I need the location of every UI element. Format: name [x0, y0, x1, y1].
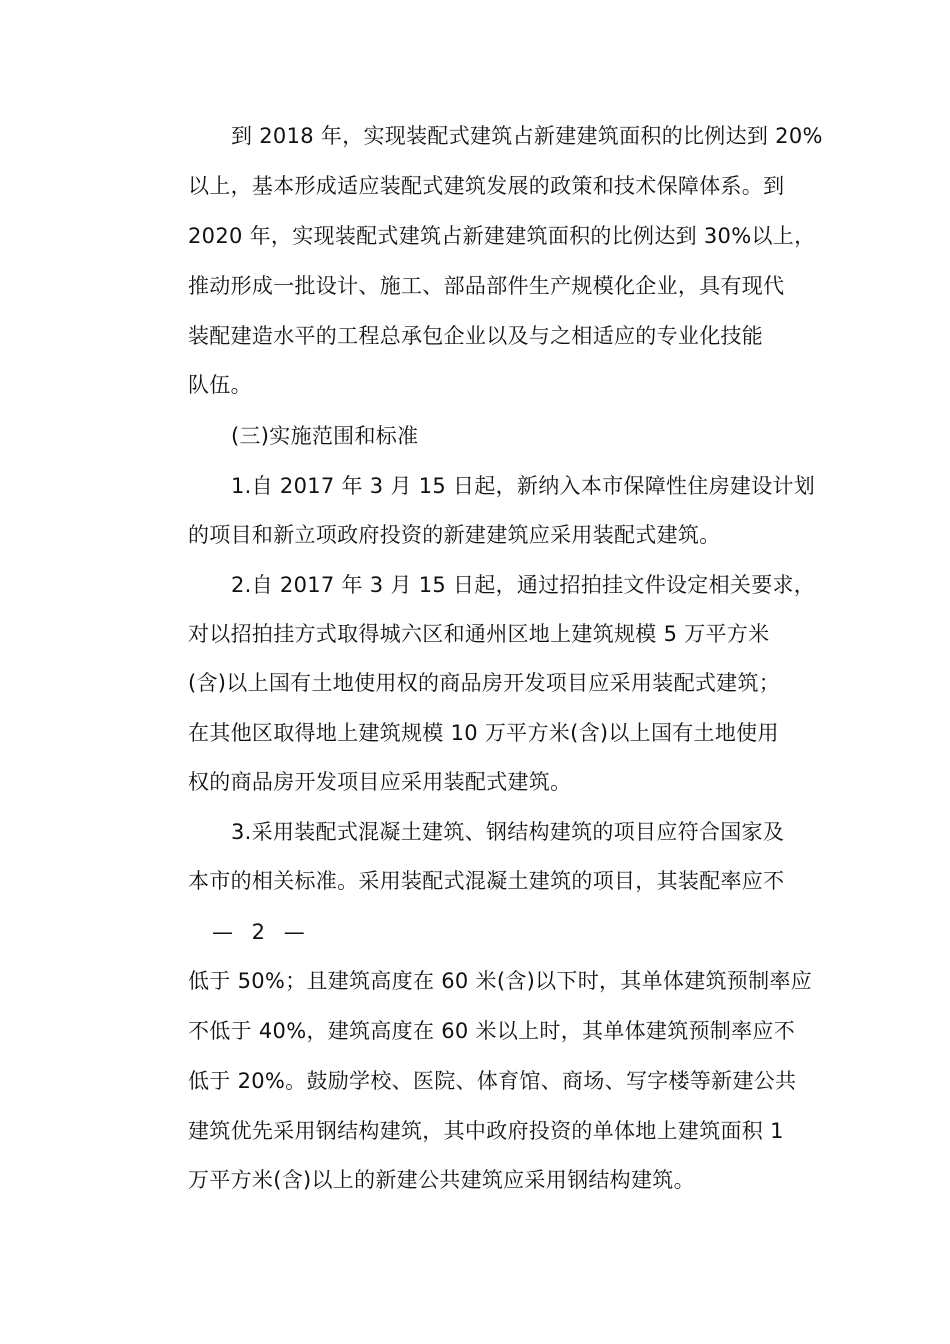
paragraph-line: 万平方米(含)以上的新建公共建筑应采用钢结构建筑。: [188, 1168, 695, 1192]
paragraph-line: 2.自 2017 年 3 月 15 日起，通过招拍挂文件设定相关要求，: [231, 573, 816, 597]
paragraph-line: 权的商品房开发项目应采用装配式建筑。: [188, 770, 572, 794]
paragraph-line: 推动形成一批设计、施工、部品部件生产规模化企业，具有现代: [188, 274, 785, 298]
paragraph-line: 对以招拍挂方式取得城六区和通州区地上建筑规模 5 万平方米: [188, 622, 770, 646]
paragraph-line: 本市的相关标准。采用装配式混凝土建筑的项目，其装配率应不: [188, 869, 785, 893]
paragraph-line: (含)以上国有土地使用权的商品房开发项目应采用装配式建筑；: [188, 671, 781, 695]
paragraph-line: 2020 年，实现装配式建筑占新建建筑面积的比例达到 30%以上，: [188, 224, 816, 248]
paragraph-line: 低于 50%；且建筑高度在 60 米(含)以下时，其单体建筑预制率应: [188, 969, 813, 993]
paragraph-line: 装配建造水平的工程总承包企业以及与之相适应的专业化技能: [188, 324, 764, 348]
page-number: — 2 —: [212, 920, 311, 944]
paragraph-line: 的项目和新立项政府投资的新建建筑应采用装配式建筑。: [188, 523, 721, 547]
paragraph-line: 低于 20%。鼓励学校、医院、体育馆、商场、写字楼等新建公共: [188, 1069, 797, 1093]
paragraph-line: 建筑优先采用钢结构建筑，其中政府投资的单体地上建筑面积 1: [188, 1119, 784, 1143]
paragraph-line: 到 2018 年，实现装配式建筑占新建建筑面积的比例达到 20%: [231, 124, 823, 148]
paragraph-line: 3.采用装配式混凝土建筑、钢结构建筑的项目应符合国家及: [231, 820, 785, 844]
paragraph-line: 不低于 40%，建筑高度在 60 米以上时，其单体建筑预制率应不: [188, 1019, 796, 1043]
paragraph-line: 在其他区取得地上建筑规模 10 万平方米(含)以上国有土地使用: [188, 721, 779, 745]
paragraph-line: 以上，基本形成适应装配式建筑发展的政策和技术保障体系。到: [188, 174, 785, 198]
paragraph-line: 队伍。: [188, 373, 252, 397]
paragraph-line: 1.自 2017 年 3 月 15 日起，新纳入本市保障性住房建设计划: [231, 474, 816, 498]
section-heading: (三)实施范围和标准: [231, 424, 419, 448]
